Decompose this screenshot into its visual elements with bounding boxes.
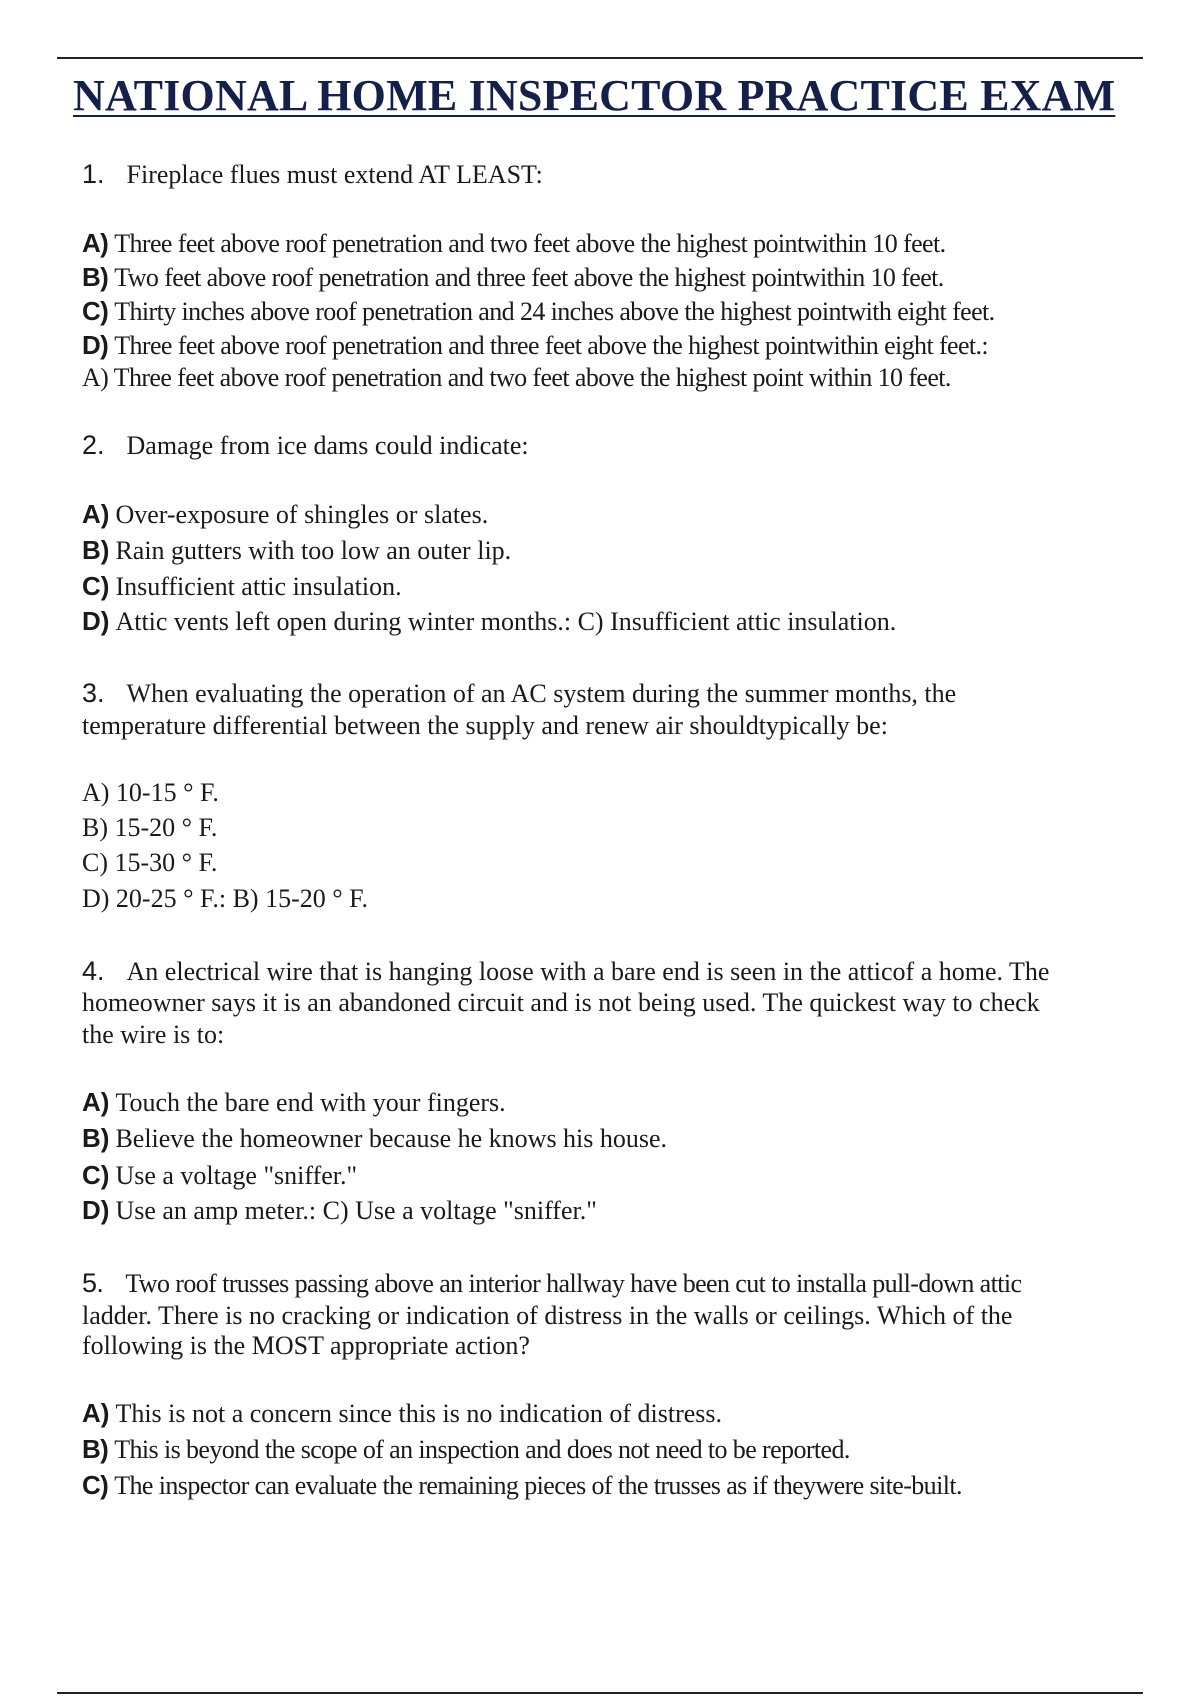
- option-letter: A): [82, 228, 109, 258]
- question-number: 5.: [82, 1268, 104, 1298]
- option-a: [82, 1398, 722, 1429]
- question-text: Two roof trusses passing above an interior hallway have been cut to installa pull-down attic: [125, 1269, 1022, 1298]
- answer-text: A) Three feet above roof penetration and two feet above the highest point within 10 feet.: [82, 363, 951, 392]
- option-text: Use a voltage "sniffer.": [115, 1161, 358, 1190]
- option-letter: D): [82, 330, 109, 360]
- question-text-continued: following is the MOST appropriate action?: [82, 1331, 530, 1360]
- question-number: 1.: [82, 159, 105, 189]
- option-c: [82, 296, 995, 327]
- option-text: This is beyond the scope of an inspection and does not need to be reported.: [114, 1435, 850, 1464]
- question-text-continued: temperature differential between the supply and renew air shouldtypically be:: [82, 711, 888, 740]
- question-3: [82, 678, 956, 709]
- option-a: [82, 1087, 506, 1118]
- question-text: Fireplace flues must extend AT LEAST:: [126, 160, 543, 189]
- option-b: [82, 1434, 850, 1465]
- option-letter: A): [82, 1087, 110, 1117]
- option-d: D) 20-25 ° F.: B) 15-20 ° F.: [82, 884, 369, 913]
- question-number: 4.: [82, 956, 105, 986]
- option-d: [82, 1195, 597, 1226]
- option-c: C) 15-30 ° F.: [82, 848, 218, 877]
- option-text: Use an amp meter.: C) Use a voltage "sniffer.": [115, 1196, 597, 1225]
- option-text: Two feet above roof penetration and three feet above the highest pointwithin 10 feet.: [114, 263, 944, 292]
- option-text: Touch the bare end with your fingers.: [115, 1088, 506, 1117]
- question-number: 3.: [82, 678, 105, 708]
- option-b: [82, 262, 944, 293]
- option-letter: B): [82, 1434, 109, 1464]
- option-text: Thirty inches above roof penetration and 24 inches above the highest pointwith eight feet.: [114, 297, 995, 326]
- option-letter: B): [82, 262, 109, 292]
- option-letter: C): [82, 1470, 109, 1500]
- question-4: [82, 956, 1049, 987]
- bottom-rule: [57, 1692, 1143, 1694]
- question-5: [82, 1268, 1021, 1299]
- question-text-continued: the wire is to:: [82, 1020, 225, 1049]
- question-text-continued: homeowner says it is an abandoned circuit and is not being used. The quickest way to check: [82, 988, 1040, 1017]
- option-text: Insufficient attic insulation.: [115, 572, 402, 601]
- option-letter: B): [82, 535, 110, 565]
- option-letter: C): [82, 296, 109, 326]
- option-b: [82, 535, 511, 566]
- option-c: [82, 1470, 962, 1501]
- question-text-continued: ladder. There is no cracking or indication of distress in the walls or ceilings. Which of the: [82, 1301, 1013, 1330]
- option-text: Three feet above roof penetration and three feet above the highest pointwithin eight feet.:: [114, 331, 989, 360]
- option-letter: B): [82, 1123, 110, 1153]
- option-letter: D): [82, 1195, 110, 1225]
- question-1: [82, 159, 543, 190]
- option-text: Believe the homeowner because he knows his house.: [115, 1124, 668, 1153]
- option-letter: C): [82, 571, 110, 601]
- top-rule: [57, 57, 1143, 59]
- question-2: [82, 430, 529, 461]
- option-text: Over-exposure of shingles or slates.: [115, 500, 489, 529]
- option-b: B) 15-20 ° F.: [82, 813, 218, 842]
- option-text: Three feet above roof penetration and two feet above the highest pointwithin 10 feet.: [114, 229, 946, 258]
- question-text: An electrical wire that is hanging loose with a bare end is seen in the atticof a home. The: [126, 957, 1050, 986]
- option-c: [82, 571, 402, 602]
- option-b: [82, 1123, 667, 1154]
- option-d: [82, 606, 896, 637]
- option-text: Rain gutters with too low an outer lip.: [115, 536, 512, 565]
- option-letter: A): [82, 1398, 110, 1428]
- option-d: [82, 330, 988, 361]
- question-text: Damage from ice dams could indicate:: [126, 431, 529, 460]
- option-letter: A): [82, 499, 110, 529]
- option-text: The inspector can evaluate the remaining pieces of the trusses as if theywere site-built.: [114, 1471, 962, 1500]
- option-letter: C): [82, 1160, 110, 1190]
- option-c: [82, 1160, 357, 1191]
- question-text: When evaluating the operation of an AC system during the summer months, the: [126, 679, 957, 708]
- option-text: This is not a concern since this is no indication of distress.: [115, 1399, 723, 1428]
- option-text: Attic vents left open during winter months.: C) Insufficient attic insulation.: [115, 607, 897, 636]
- option-a: [82, 499, 488, 530]
- option-letter: D): [82, 606, 110, 636]
- option-a: A) 10-15 ° F.: [82, 778, 219, 807]
- page-title: NATIONAL HOME INSPECTOR PRACTICE EXAM: [73, 71, 1116, 120]
- question-number: 2.: [82, 430, 105, 460]
- option-a: [82, 228, 946, 259]
